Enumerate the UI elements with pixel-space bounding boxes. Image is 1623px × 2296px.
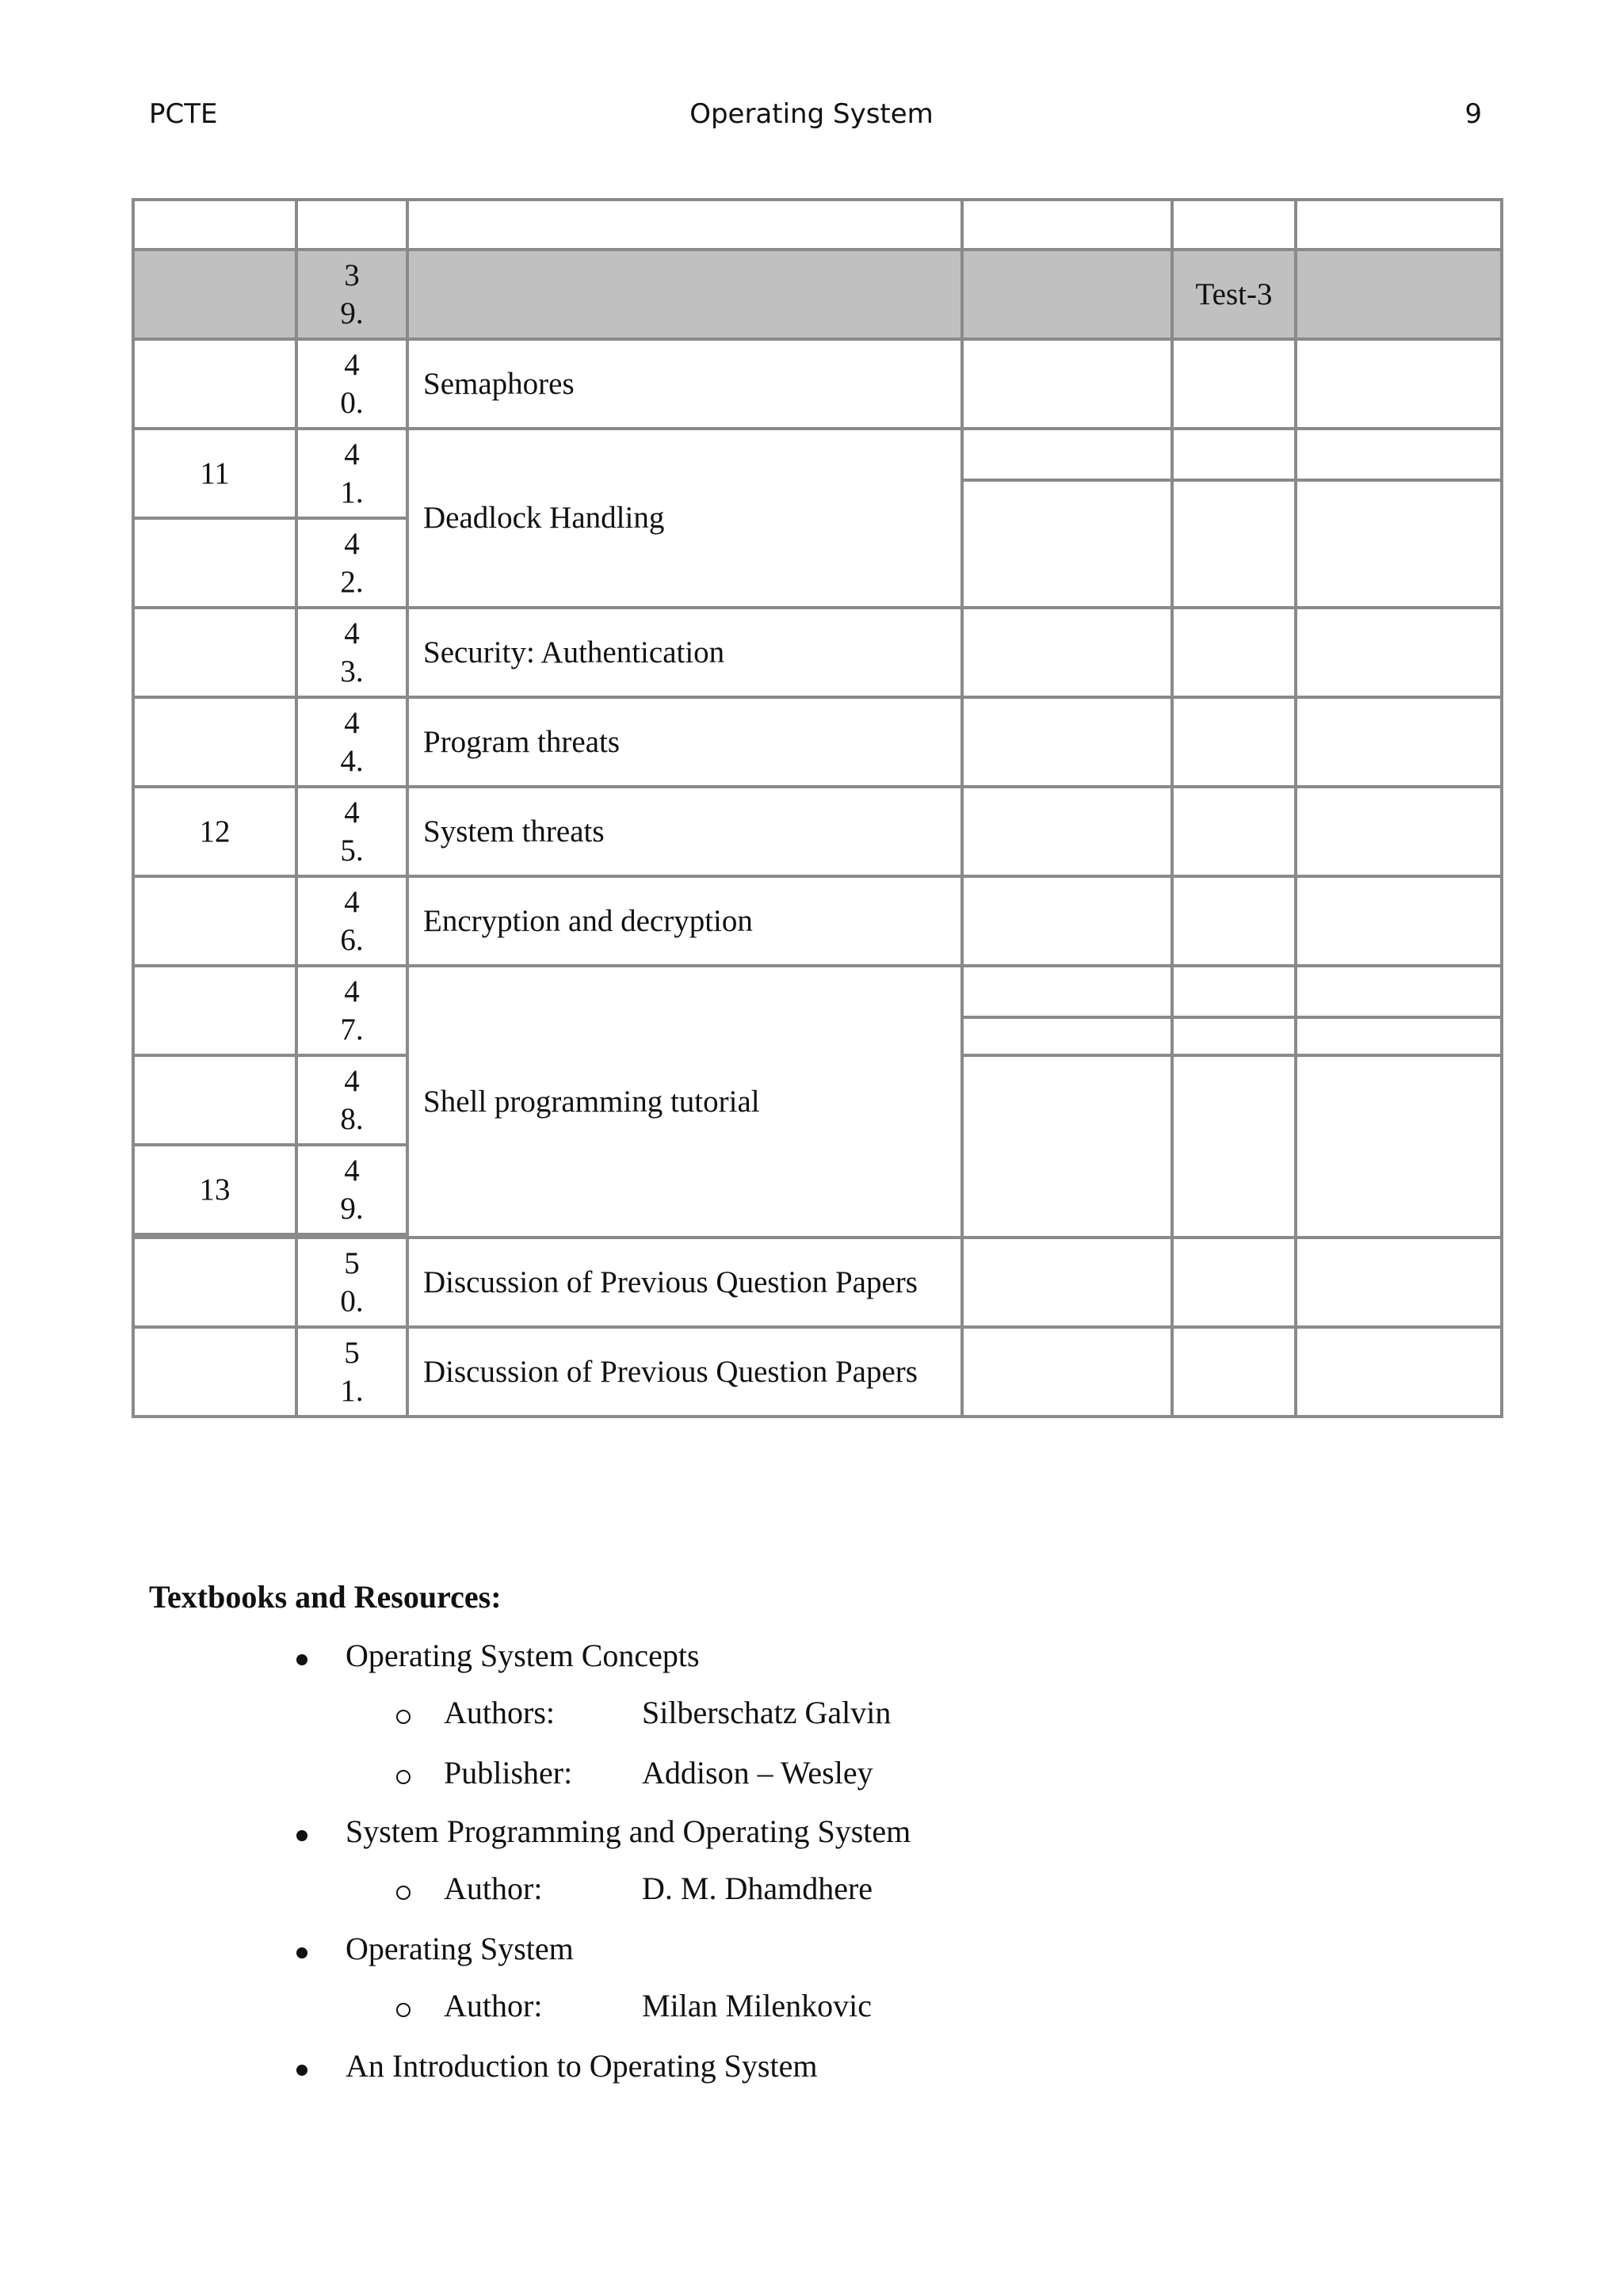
circle-bullet-icon — [396, 2003, 411, 2017]
week-number: 11 — [133, 429, 296, 518]
topic: Security: Authentication — [407, 608, 962, 697]
table-row — [133, 787, 1502, 876]
lecture-number: 4 2. — [296, 518, 407, 608]
book-title: System Programming and Operating System — [346, 1814, 911, 1849]
table-row — [133, 876, 1502, 966]
book-title: Operating System Concepts — [346, 1638, 700, 1673]
detail-label: Publisher: — [444, 1755, 573, 1791]
topic: Discussion of Previous Question Papers — [407, 1327, 962, 1417]
detail-value: D. M. Dhamdhere — [642, 1871, 873, 1906]
lecture-number: 5 1. — [296, 1327, 407, 1417]
table-row — [133, 429, 1502, 480]
topic: Deadlock Handling — [407, 429, 962, 608]
book-title: An Introduction to Operating System — [346, 2048, 818, 2084]
bullet-icon — [296, 2065, 307, 2076]
header-title: Operating System — [689, 98, 934, 130]
table-row — [133, 1327, 1502, 1417]
detail-value: Addison – Wesley — [642, 1755, 873, 1791]
topic: Semaphores — [407, 339, 962, 429]
circle-bullet-icon — [396, 1886, 411, 1900]
topic: Discussion of Previous Question Papers — [407, 1238, 962, 1327]
lecture-number: 4 5. — [296, 787, 407, 876]
table-row-empty — [133, 200, 1502, 250]
lecture-number: 4 1. — [296, 429, 407, 518]
table-row — [133, 697, 1502, 787]
lecture-number: 4 8. — [296, 1055, 407, 1145]
topic: System threats — [407, 787, 962, 876]
lecture-number: 5 0. — [296, 1238, 407, 1327]
lecture-number: 4 7. — [296, 966, 407, 1055]
week-number: 13 — [133, 1145, 296, 1234]
detail-value: Silberschatz Galvin — [642, 1695, 892, 1730]
topic: Program threats — [407, 697, 962, 787]
lecture-number: 4 3. — [296, 608, 407, 697]
header-institution: PCTE — [149, 98, 218, 130]
bullet-icon — [296, 1654, 307, 1665]
circle-bullet-icon — [396, 1770, 411, 1784]
lecture-number: 4 6. — [296, 876, 407, 966]
bullet-icon — [296, 1947, 307, 1958]
bullet-icon — [296, 1830, 307, 1841]
lecture-number: 4 4. — [296, 697, 407, 787]
detail-label: Authors: — [444, 1695, 555, 1730]
circle-bullet-icon — [396, 1710, 411, 1724]
detail-value: Milan Milenkovic — [642, 1988, 872, 2023]
lecture-number: 3 9. — [296, 250, 407, 339]
lecture-number: 4 0. — [296, 339, 407, 429]
table-row — [133, 339, 1502, 429]
topic: Encryption and decryption — [407, 876, 962, 966]
table-row — [133, 608, 1502, 697]
detail-label: Author: — [444, 1871, 543, 1906]
book-title: Operating System — [346, 1931, 574, 1966]
lecture-plan-table — [132, 198, 1503, 1418]
topic: Shell programming tutorial — [407, 966, 962, 1238]
page-number: 9 — [1465, 98, 1482, 130]
table-row — [133, 1238, 1502, 1327]
detail-label: Author: — [444, 1988, 543, 2023]
lecture-number: 4 9. — [296, 1145, 407, 1234]
table-row-test — [133, 250, 1502, 339]
week-number: 12 — [133, 787, 296, 876]
table-row — [133, 966, 1502, 1017]
test-label: Test-3 — [1172, 250, 1296, 339]
section-heading: Textbooks and Resources: — [149, 1579, 502, 1615]
